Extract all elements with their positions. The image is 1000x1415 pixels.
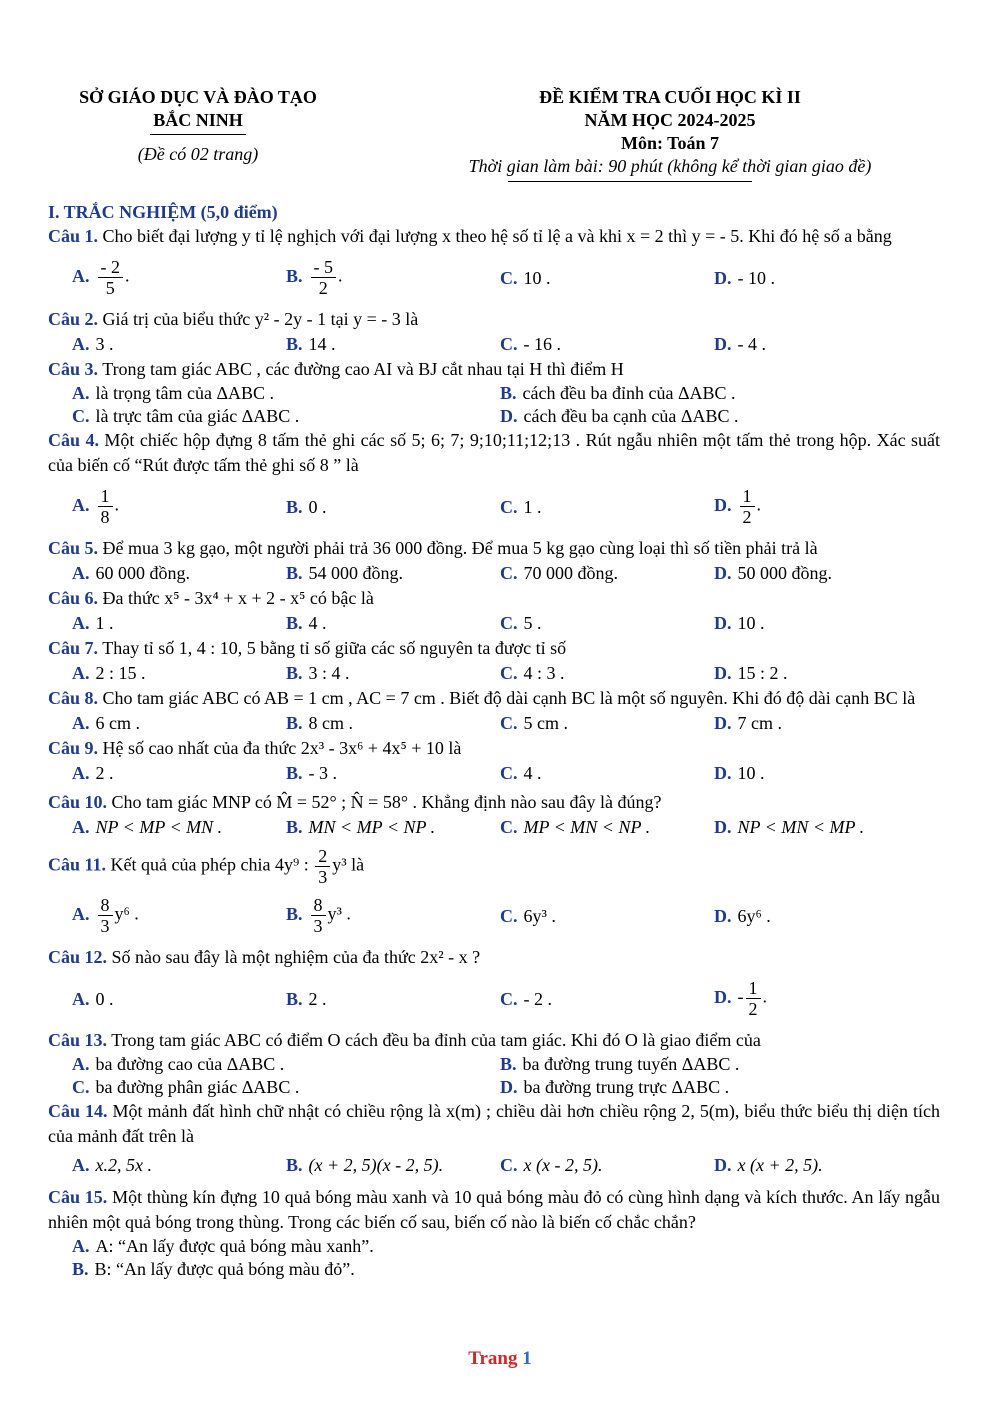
option-text: 15 : 2 .	[737, 663, 788, 683]
option-label: A.	[72, 903, 90, 924]
question-15	[48, 1185, 940, 1235]
option-a[interactable]: A. $\frac{1}{8}$ .	[72, 486, 119, 527]
option-text: MN < MP < NP .	[308, 817, 436, 837]
option-text: cách đều ba cạnh của ΔABC .	[523, 406, 739, 426]
option-label: D.	[714, 663, 732, 683]
option-c[interactable]	[500, 332, 561, 357]
question-text: Cho tam giác ABC có AB = 1 cm , AC = 7 cm . Biết độ dài cạnh BC là một số nguyên. Khi đó độ dài cạnh BC là	[102, 688, 916, 708]
option-label: A.	[72, 383, 90, 403]
option-text: ba đường trung trực ΔABC .	[523, 1077, 730, 1097]
option-b[interactable]	[500, 1053, 739, 1076]
question-8	[48, 686, 940, 711]
option-b[interactable]	[286, 761, 337, 786]
option-c[interactable]	[500, 266, 551, 291]
question-text: Trong tam giác ABC , các đường cao AI và BJ cắt nhau tại H thì điểm H	[102, 359, 624, 379]
question-text: Thay tỉ số 1, 4 : 10, 5 bằng tỉ số giữa các số nguyên ta được tỉ số	[102, 638, 567, 658]
option-label: B.	[500, 1054, 517, 1074]
option-label: C.	[500, 1155, 518, 1175]
option-label: B.	[72, 1259, 89, 1279]
options-9	[72, 761, 940, 786]
option-text: 2 .	[308, 989, 327, 1009]
question-10	[48, 790, 940, 815]
question-label: Câu 6.	[48, 588, 99, 608]
denominator: 3	[313, 916, 323, 936]
question-label: Câu 13.	[48, 1030, 108, 1050]
dept-line1: SỞ GIÁO DỤC VÀ ĐÀO TẠO	[79, 87, 317, 107]
numerator: 1	[98, 486, 113, 507]
question-text: Một thùng kín đựng 10 quả bóng màu xanh và 10 quả bóng màu đỏ có cùng hình dạng và kích thước. An lấy ngẫu nhiên một quả bóng trong thùng. Trong các biến cố sau, biến cố nào là biến cố chắc chắn?	[48, 1187, 941, 1232]
option-text: là trọng tâm của ΔABC .	[95, 383, 275, 403]
option-text: 8 cm .	[308, 713, 354, 733]
time-note: Thời gian làm bài: 90 phút (không kể thời gian giao đề)	[468, 156, 872, 176]
option-text: - 10 .	[737, 268, 775, 288]
option-d[interactable]	[714, 1153, 823, 1178]
option-text: x (x - 2, 5).	[523, 1155, 603, 1175]
option-a[interactable]	[72, 332, 114, 357]
denominator: 3	[318, 867, 328, 887]
numerator: 8	[98, 895, 113, 916]
option-text: 1 .	[95, 613, 114, 633]
numerator: - 5	[311, 257, 337, 278]
dept-line2: BẮC NINH	[153, 110, 243, 130]
question-text: Cho tam giác MNP có M̂ = 52° ; N̂ = 58° . Khẳng định nào sau đây là đúng?	[111, 792, 662, 812]
option-text: ba đường cao của ΔABC .	[95, 1054, 285, 1074]
option-label: D.	[714, 817, 732, 837]
options-1	[72, 249, 940, 307]
question-text: Giá trị của biểu thức y² - 2y - 1 tại y = - 3 là	[102, 309, 419, 329]
option-label: C.	[500, 563, 518, 583]
option-text: 4 .	[308, 613, 327, 633]
denominator: 2	[742, 507, 752, 527]
question-text: Một mảnh đất hình chữ nhật có chiều rộng là x(m) ; chiều dài hơn chiều rộng 2, 5(m), biểu thức biểu thị diện tích của mảnh đất trên là	[48, 1101, 941, 1146]
option-c[interactable]	[500, 711, 568, 736]
option-text: y⁶ .	[114, 903, 139, 924]
denominator: 8	[100, 507, 110, 527]
question-5	[48, 536, 940, 561]
option-text: 54 000 đồng.	[308, 563, 404, 583]
option-d[interactable]: D. - $\frac{1}{2}$ .	[714, 978, 767, 1019]
option-a[interactable]	[72, 1153, 152, 1178]
option-d[interactable]	[714, 711, 782, 736]
question-text: Cho biết đại lượng y tỉ lệ nghịch với đại lượng x theo hệ số tỉ lệ a và khi x = 2 thì y = - 5. Khi đó hệ số a bằng	[102, 226, 892, 246]
option-text: 70 000 đồng.	[523, 563, 618, 583]
option-label: D.	[714, 563, 732, 583]
fraction	[315, 846, 330, 887]
option-b[interactable]	[286, 495, 327, 520]
question-label: Câu 12.	[48, 947, 108, 967]
question-label: Câu 3.	[48, 359, 99, 379]
option-a[interactable]	[72, 987, 114, 1012]
option-d[interactable]	[714, 661, 788, 686]
question-label: Câu 9.	[48, 738, 99, 758]
option-b[interactable]	[286, 332, 336, 357]
option-text: 6y³ .	[523, 906, 556, 926]
option-text: x (x + 2, 5).	[737, 1155, 823, 1175]
question-text: Đa thức x⁵ - 3x⁴ + x + 2 - x⁵ có bậc là	[102, 588, 374, 608]
numerator: 1	[740, 486, 755, 507]
options-2	[72, 332, 940, 357]
option-c[interactable]	[500, 904, 556, 929]
option-label: B.	[286, 763, 303, 783]
question-13	[48, 1028, 940, 1053]
option-a[interactable]	[72, 561, 190, 586]
option-label: B.	[286, 497, 303, 517]
options-15-row1	[72, 1235, 940, 1258]
option-label: D.	[714, 334, 732, 354]
options-7	[72, 661, 940, 686]
options-13-row2	[72, 1076, 940, 1099]
numerator: 8	[311, 895, 326, 916]
option-text: 2 .	[95, 763, 114, 783]
option-text: (x + 2, 5)(x - 2, 5).	[308, 1155, 444, 1175]
option-label: A.	[72, 613, 90, 633]
option-text: B: “An lấy được quả bóng màu đỏ”.	[94, 1259, 355, 1279]
fraction	[311, 257, 337, 298]
fraction	[311, 895, 326, 936]
dept-underline	[150, 134, 246, 135]
option-label: D.	[714, 986, 732, 1007]
option-c[interactable]	[500, 661, 565, 686]
options-5	[72, 561, 940, 586]
options-8	[72, 711, 940, 736]
option-a[interactable]	[72, 761, 114, 786]
option-label: B.	[286, 563, 303, 583]
option-text: cách đều ba đỉnh của ΔABC .	[522, 383, 736, 403]
option-c[interactable]	[500, 1153, 602, 1178]
option-a[interactable]	[72, 711, 140, 736]
question-label: Câu 2.	[48, 309, 99, 329]
option-label: D.	[714, 494, 732, 515]
question-label: Câu 7.	[48, 638, 99, 658]
option-label: C.	[72, 1077, 90, 1097]
option-label: B.	[286, 663, 303, 683]
option-d[interactable]	[714, 815, 864, 840]
option-label: A.	[72, 1054, 90, 1074]
option-b[interactable]	[72, 1258, 355, 1281]
options-11	[72, 887, 940, 945]
option-d[interactable]	[714, 904, 771, 929]
options-14	[72, 1149, 940, 1179]
question-label: Câu 11.	[48, 854, 107, 875]
option-text: 3 : 4 .	[308, 663, 350, 683]
question-label: Câu 4.	[48, 430, 99, 450]
question-text: Số nào sau đây là một nghiệm của đa thức 2x² - x ?	[111, 947, 481, 967]
option-text: NP < MP < MN .	[95, 817, 223, 837]
option-text: 1 .	[523, 497, 542, 517]
option-label: A.	[72, 817, 90, 837]
option-text: - 16 .	[523, 334, 561, 354]
option-b[interactable]	[286, 895, 351, 936]
option-label: B.	[286, 265, 303, 286]
option-b[interactable]: B. $\frac{- 5}{2}$ .	[286, 257, 343, 298]
option-b[interactable]	[286, 561, 403, 586]
question-7	[48, 636, 940, 661]
option-text: 50 000 đồng.	[737, 563, 832, 583]
option-label: D.	[714, 1155, 732, 1175]
option-d[interactable]	[714, 332, 766, 357]
subject: Môn: Toán 7	[620, 133, 720, 153]
option-label: C.	[500, 713, 518, 733]
options-15-row2	[72, 1258, 940, 1281]
options-3-row1	[72, 382, 940, 405]
option-text: ba đường trung tuyến ΔABC .	[522, 1054, 740, 1074]
option-a[interactable]	[72, 1235, 374, 1258]
option-text: 4 : 3 .	[523, 663, 565, 683]
header-left	[46, 86, 350, 166]
question-3	[48, 357, 940, 382]
option-label: B.	[286, 1155, 303, 1175]
question-label: Câu 10.	[48, 792, 108, 812]
option-label: D.	[714, 763, 732, 783]
option-label: A.	[72, 563, 90, 583]
option-label: A.	[72, 663, 90, 683]
option-b[interactable]	[286, 987, 327, 1012]
option-c[interactable]	[72, 405, 299, 428]
section-title: I. TRẮC NGHIỆM (5,0 điểm)	[48, 202, 278, 222]
option-text: NP < MN < MP .	[737, 817, 865, 837]
pages-note: (Đề có 02 trang)	[137, 144, 259, 164]
option-label: C.	[500, 763, 518, 783]
option-text: 5 cm .	[523, 713, 568, 733]
options-3-row2	[72, 405, 940, 428]
question-text: Hệ số cao nhất của đa thức 2x³ - 3x⁶ + 4x⁵ + 10 là	[102, 738, 462, 758]
option-b[interactable]	[286, 815, 435, 840]
option-text: - 3 .	[308, 763, 338, 783]
question-11	[48, 846, 940, 887]
question-6	[48, 586, 940, 611]
option-b[interactable]	[286, 661, 350, 686]
option-text: MP < MN < NP .	[523, 817, 651, 837]
option-text: x.2, 5x .	[95, 1155, 152, 1175]
option-label: B.	[286, 713, 303, 733]
fraction	[98, 257, 124, 298]
question-label: Câu 1.	[48, 226, 99, 246]
question-label: Câu 14.	[48, 1101, 108, 1121]
option-a[interactable]	[72, 1053, 284, 1076]
option-label: A.	[72, 1155, 90, 1175]
minus-sign: -	[737, 986, 744, 1007]
option-label: A.	[72, 265, 90, 286]
option-label: B.	[286, 989, 303, 1009]
option-label: C.	[500, 906, 518, 926]
option-label: D.	[714, 906, 732, 926]
option-text: 5 .	[523, 613, 542, 633]
header-right	[390, 86, 950, 178]
option-label: A.	[72, 334, 90, 354]
exam-content	[48, 200, 940, 1281]
option-label: B.	[286, 817, 303, 837]
option-c[interactable]	[500, 761, 542, 786]
fraction	[740, 486, 755, 527]
option-label: C.	[500, 334, 518, 354]
option-a[interactable]	[72, 661, 146, 686]
denominator: 5	[105, 278, 115, 298]
question-label: Câu 15.	[48, 1187, 108, 1207]
option-label: B.	[286, 613, 303, 633]
option-text: 6y⁶ .	[737, 906, 771, 926]
option-d[interactable]	[714, 266, 775, 291]
option-text: 10 .	[737, 613, 765, 633]
question-label: Câu 8.	[48, 688, 99, 708]
option-text: 60 000 đồng.	[95, 563, 190, 583]
option-label: A.	[72, 989, 90, 1009]
option-text: 6 cm .	[95, 713, 140, 733]
option-b[interactable]	[286, 611, 327, 636]
option-label: A.	[72, 713, 90, 733]
fraction	[746, 978, 761, 1019]
options-6	[72, 611, 940, 636]
question-12	[48, 945, 940, 970]
option-d[interactable]	[500, 1076, 729, 1099]
question-text: Trong tam giác ABC có điểm O cách đều ba đỉnh của tam giác. Khi đó O là giao điểm của	[111, 1030, 761, 1050]
option-label: C.	[72, 406, 90, 426]
option-label: C.	[500, 989, 518, 1009]
option-text: ba đường phân giác ΔABC .	[95, 1077, 300, 1097]
option-c[interactable]	[500, 495, 542, 520]
question-4	[48, 428, 940, 478]
options-10	[72, 815, 940, 840]
option-text: 0 .	[95, 989, 114, 1009]
option-a[interactable]	[72, 815, 222, 840]
option-label: D.	[500, 406, 518, 426]
question-2	[48, 307, 940, 332]
option-b[interactable]	[500, 382, 736, 405]
option-a[interactable]	[72, 382, 274, 405]
option-label: B.	[500, 383, 517, 403]
option-text: 2 : 15 .	[95, 663, 146, 683]
option-label: C.	[500, 268, 518, 288]
option-label: B.	[286, 334, 303, 354]
option-label: C.	[500, 497, 518, 517]
exam-title: ĐỀ KIỂM TRA CUỐI HỌC KÌ II	[539, 87, 801, 107]
option-text: 14 .	[308, 334, 336, 354]
option-label: D.	[714, 713, 732, 733]
option-c[interactable]	[72, 1076, 299, 1099]
numerator: 1	[746, 978, 761, 999]
options-13-row1	[72, 1053, 940, 1076]
option-text: 3 .	[95, 334, 114, 354]
time-underline	[508, 181, 752, 182]
option-a[interactable]	[72, 611, 114, 636]
options-12	[72, 970, 940, 1028]
option-text: 0 .	[308, 497, 327, 517]
option-d[interactable]: D. $\frac{1}{2}$ .	[714, 486, 761, 527]
school-year: NĂM HỌC 2024-2025	[584, 110, 756, 130]
option-label: D.	[714, 268, 732, 288]
option-label: A.	[72, 494, 90, 515]
options-4	[72, 478, 940, 536]
numerator: - 2	[98, 257, 124, 278]
option-d[interactable]	[714, 761, 765, 786]
question-label: Câu 5.	[48, 538, 99, 558]
option-label: A.	[72, 1236, 90, 1256]
option-c[interactable]	[500, 987, 552, 1012]
question-text: Kết quả của phép chia 4y⁹ :	[110, 854, 309, 875]
question-text: Để mua 3 kg gạo, một người phải trả 36 000 đồng. Để mua 5 kg gạo cùng loại thì số tiền phải trả là	[102, 538, 818, 558]
option-label: D.	[500, 1077, 518, 1097]
option-text: - 4 .	[737, 334, 766, 354]
option-text: 7 cm .	[737, 713, 782, 733]
option-text: - 2 .	[523, 989, 552, 1009]
denominator: 2	[318, 278, 328, 298]
option-label: A.	[72, 763, 90, 783]
option-text: là trực tâm của giác ΔABC .	[95, 406, 300, 426]
option-c[interactable]	[500, 561, 618, 586]
question-9	[48, 736, 940, 761]
option-d[interactable]	[714, 561, 832, 586]
footer-word: Trang	[468, 1348, 518, 1369]
question-text: Một chiếc hộp đựng 8 tấm thẻ ghi các số 5; 6; 7; 9;10;11;12;13 . Rút ngẫu nhiên một tấm thẻ trong hộp. Xác suất của biến cố “Rút được tấm thẻ ghi số 8 ” là	[48, 430, 940, 475]
option-b[interactable]	[286, 1153, 443, 1178]
option-a[interactable]	[72, 895, 139, 936]
option-text: A: “An lấy được quả bóng màu xanh”.	[95, 1236, 374, 1256]
option-b[interactable]	[286, 711, 353, 736]
denominator: 2	[748, 999, 758, 1019]
fraction	[98, 486, 113, 527]
option-label: D.	[714, 613, 732, 633]
option-text: 10 .	[523, 268, 551, 288]
footer-page-number: 1	[522, 1348, 532, 1369]
fraction	[98, 895, 113, 936]
option-label: B.	[286, 903, 303, 924]
question-1	[48, 224, 940, 249]
option-label: C.	[500, 817, 518, 837]
option-text: 10 .	[737, 763, 765, 783]
page-footer	[0, 1348, 1000, 1370]
option-d[interactable]	[500, 405, 739, 428]
option-c[interactable]	[500, 611, 542, 636]
numerator: 2	[315, 846, 330, 867]
option-label: C.	[500, 663, 518, 683]
option-d[interactable]	[714, 611, 765, 636]
question-14	[48, 1099, 940, 1149]
option-c[interactable]	[500, 815, 650, 840]
option-text: y³ .	[327, 903, 351, 924]
option-a[interactable]: A. $\frac{- 2}{5}$ .	[72, 257, 130, 298]
denominator: 3	[100, 916, 110, 936]
option-label: C.	[500, 613, 518, 633]
option-text: 4 .	[523, 763, 542, 783]
question-text-tail: y³ là	[332, 854, 365, 875]
